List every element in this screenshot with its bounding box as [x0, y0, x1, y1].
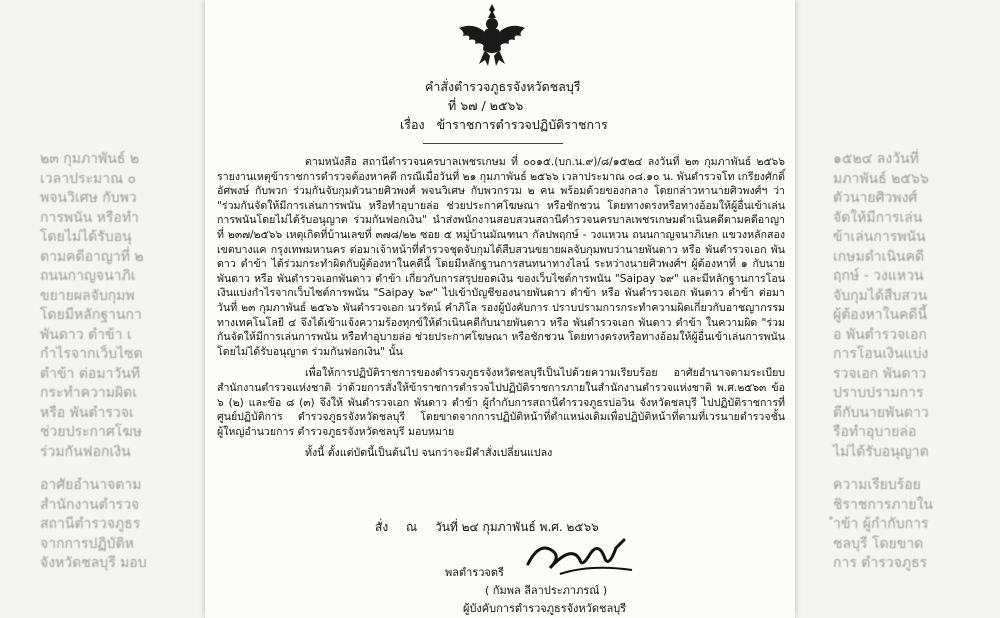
header-divider	[423, 143, 563, 144]
background-page-right	[825, 150, 1000, 571]
ghost-line: ำข้า ผู้กำกับการ	[833, 516, 929, 532]
ghost-line: ตำข้า ต่อมาวันที	[40, 365, 141, 382]
ghost-line: ถนนกาญจนาภิเ	[40, 268, 136, 284]
ghost-line: ไม่ได้รับอนุญาต	[833, 443, 929, 460]
ghost-line: ตัวนายศิวพงศ์	[833, 190, 918, 206]
ghost-line: มภาพันธ์ ๒๕๖๖	[833, 170, 929, 187]
ghost-line: โดยมีหลักฐานกา	[40, 307, 142, 323]
ghost-line: อ พันตำรวจเอก	[833, 326, 927, 343]
ghost-line: เวลาประมาณ ๐	[40, 170, 137, 187]
ghost-line: การพนัน หรือทำ	[40, 209, 139, 226]
order-at: ณ	[406, 520, 418, 534]
ghost-line: การ ตำรวจภูธร	[833, 555, 928, 571]
ghost-gap	[825, 462, 1000, 476]
ghost-line: ฤกษ์ - วงแหวน	[833, 268, 924, 284]
ghost-line: จับกุมได้สืบสวน	[833, 287, 928, 304]
signer-rank: พลตำรวจตรี	[445, 566, 504, 579]
ghost-line: จากการปฏิบัติห	[40, 535, 134, 552]
ghost-line: กระทำความผิดเ	[40, 385, 138, 401]
background-page-left	[0, 150, 175, 571]
document-body	[217, 155, 785, 461]
ghost-line: ขยายผลจับกุมพ	[40, 287, 135, 304]
ghost-line: จังหวัดชลบุรี มอบ	[40, 555, 147, 571]
ghost-line: จัดให้มีการเล่น	[833, 209, 923, 226]
subject-text: ข้าราชการตำรวจปฏิบัติราชการ	[436, 117, 608, 132]
ghost-line: ดีกับนายพันดาว	[833, 404, 929, 421]
ghost-line: ข้าเล่นการพนัน	[833, 229, 926, 245]
signer-position: ผู้บังคับการตำรวจภูธรจังหวัดชลบุรี	[463, 602, 627, 615]
ghost-line: ช่วยประกาศโฆษ	[40, 424, 142, 440]
signer-name: ( กัมพล ลีลาประภาภรณ์ )	[485, 584, 608, 597]
ghost-line: ๒๓ กุมภาพันธ์ ๒	[40, 151, 140, 167]
ghost-line: ความเรียบร้อย	[833, 477, 921, 493]
ghost-line: ชลบุรี โดยขาด	[833, 535, 924, 552]
document-subject-row	[205, 116, 795, 134]
ghost-line: รือทำอุบายล่อ	[833, 424, 917, 440]
garuda-emblem	[455, 2, 529, 68]
ghost-line: เกษมดำเนินคดี	[833, 248, 925, 265]
ghost-line: การโอนเงินแบ่ง	[833, 346, 929, 362]
order-document	[205, 0, 795, 618]
ghost-line: อาศัยอำนาจตาม	[40, 477, 142, 493]
ghost-line: ชิราชการภายใน	[833, 496, 933, 513]
paragraph-3: ทั้งนี้ ตั้งแต่บัดนี้เป็นต้นไป จนกว่าจะมีคำสั่งเปลี่ยนแปลง	[305, 447, 553, 460]
order-label: สั่ง	[375, 520, 389, 534]
ghost-line: พจนวิเศษ กับพว	[40, 190, 137, 206]
ghost-line: หรือ พันตำรวจเ	[40, 404, 134, 421]
subject-label: เรื่อง	[400, 117, 425, 132]
ghost-line: รวจเอก พันดาว	[833, 365, 927, 382]
handwritten-signature	[520, 534, 640, 578]
document-title: คำสั่งตำรวจภูธรจังหวัดชลบุรี	[425, 79, 581, 94]
ghost-line: พันดาว ตำข้า เ	[40, 326, 132, 343]
paragraph-2: เพื่อให้การปฏิบัติราชการของตำรวจภูธรจังหวัดชลบุรีเป็นไปด้วยความเรียบร้อย อาศัยอำนาจตามระเบียบสำนักงานตำรวจแห่งชาติ ว่าด้วยการสั่งให้ข้าราชการตำรวจไปปฏิบัติราชการภายในสำนักงานตำรวจแห่งชาติ พ.ศ.๒๕๖๓ ข้อ ๖ (๒) และข้อ ๘ (๓) จึงให้ พันตำรวจเอก พันดาว ตำข้า ผู้กำกับการสถานีตำรวจภูธรบ่อวิน จังหวัดชลบุรี ไปปฏิบัติราชการที่ศูนย์ปฏิบัติการ ตำรวจภูธรจังหวัดชลบุรี โดยขาดจากการปฏิบัติหน้าที่ตำแหน่งเดิมเพื่อปฏิบัติหน้าที่ตามที่เวรนายตำรวจชั้นผู้ใหญ่อำนวยการ ตำรวจภูธรจังหวัดชลบุรี มอบหมาย	[217, 367, 785, 438]
ghost-line: ผู้ต้องหาในคดีนี้	[833, 307, 928, 323]
ghost-line: ตามคดีอาญาที่ ๒	[40, 248, 144, 265]
ghost-line: กำไรจากเว็บไซต	[40, 346, 143, 362]
order-date: วันที่ ๒๔ กุมภาพันธ์ พ.ศ. ๒๕๖๖	[434, 520, 599, 534]
ghost-line: ร่วมกันฟอกเงิน	[40, 443, 131, 460]
ghost-line: สถานีตำรวจภูธร	[40, 516, 141, 532]
paragraph-1: ตามหนังสือ สถานีตำรวจนครบาลเพชรเกษม ที่ ๐๐๑๕.(บก.น.๙)/๘/๑๕๒๔ ลงวันที่ ๒๓ กุมภาพันธ์ ๒๕๖๖ รายงานเหตุข้าราชการตำรวจต้องหาคดี กรณีเมื่อวันที่ ๒๑ กุมภาพันธ์ ๒๕๖๖ เวลาประมาณ ๐๘.๑๐ น. พันตำรวจโท เกรียงศักดิ์ อัศพงษ์ กับพวก ร่วมกันจับกุมตัวนายศิวพงศ์ พจนวิเศษ กับพวกรวม ๒ คน พร้อมด้วยของกลาง โดยกล่าวหานายศิวพงศ์ฯ ว่า "ร่วมกันจัดให้มีการเล่นการพนัน หรือทำอุบายล่อ ช่วยประกาศโฆษณา หรือชักชวน โดยทางตรงหรือทางอ้อมให้ผู้อื่นเข้าเล่นการพนันโดยไม่ได้รับอนุญาต ร่วมกันฟอกเงิน" นำส่งพนักงานสอบสวนสถานีตำรวจนครบาลเพชรเกษมดำเนินคดีตามคดีอาญาที่ ๒๓๗/๒๕๖๖ เหตุเกิดที่บ้านเลขที่ ๓๗๘/๒๒ ซอย ๕ หมู่บ้านมัณฑนา กัลปพฤกษ์ - วงแหวน ถนนกาญจนาภิเษก แขวงหลักสอง เขตบางแค กรุงเทพมหานคร ต่อมาเจ้าหน้าที่ตำรวจชุดจับกุมได้สืบสวนขยายผลจับกุมพบว่านายพันดาว หรือ พันตำรวจเอก พันดาว ตำข้า ได้ร่วมกระทำผิดกับผู้ต้องหาในคดีนี้ โดยมีหลักฐานการสนทนาทางไลน์ ระหว่างนายศิวพงศ์ฯ ผู้ต้องหาที่ ๑ กับนายพันดาว หรือ พันตำรวจเอกพันดาว ตำข้า เกี่ยวกับการสรุปยอดเงิน ของเว็บไซต์การพนัน "Saipay ๖๙" และมีหลักฐานการโอนเงินแบ่งกำไรจากเว็บไซต์การพนัน "Saipay ๖๙" ไปเข้าบัญชีของนายพันดาว ตำข้า หรือ พันตำรวจเอก พันดาว ตำข้า ต่อมาวันที่ ๒๓ กุมภาพันธ์ ๒๕๖๖ พันตำรวจเอก นวรัตน์ คำภิโล รองผู้บังคับการ ปราบปรามการกระทำความผิดเกี่ยวกับอาชญากรรมทางเทคโนโลยี ๔ จึงได้เข้าแจ้งความร้องทุกข์ให้ดำเนินคดีกับนายพันดาว หรือ พันตำรวจเอก พันดาว ตำข้า ในความผิด "ร่วมกันจัดให้มีการเล่นการพนัน หรือทำอุบายล่อ ช่วยประกาศโฆษณา หรือชักชวน โดยทางตรงหรือทางอ้อมให้ผู้อื่นเข้าเล่นการพนัน โดยไม่ได้รับอนุญาต ร่วมกันฟอกเงิน" นั้น	[217, 156, 785, 358]
ghost-line: ๑๕๒๔ ลงวันที่	[833, 151, 919, 167]
ghost-gap	[0, 462, 175, 476]
ghost-line: ปราบปรามการ	[833, 385, 924, 401]
document-number: ที่ ๖๗ / ๒๕๖๖	[448, 98, 524, 113]
ghost-line: สำนักงานตำรวจ	[40, 496, 140, 513]
ghost-line: โดยไม่ได้รับอนุ	[40, 229, 132, 245]
